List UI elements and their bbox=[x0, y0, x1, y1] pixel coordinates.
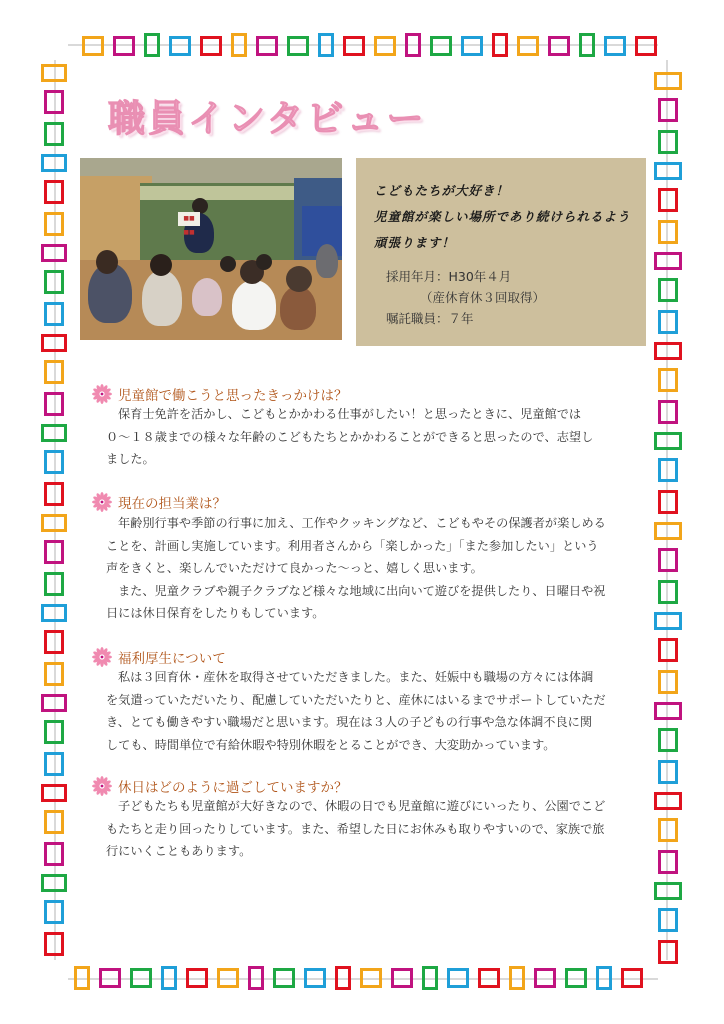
flower-icon bbox=[92, 384, 112, 404]
frame-square bbox=[287, 36, 309, 56]
frame-square bbox=[44, 932, 64, 956]
frame-square bbox=[654, 522, 682, 540]
body-line: 子どもたちも児童館が大好きなので、休暇の日でも児童館に遊びにいったり、公園でこど bbox=[118, 799, 606, 813]
callout-quote-line: 児童館が楽しい場所であり続けられるよう bbox=[374, 209, 631, 224]
frame-square bbox=[654, 162, 682, 180]
frame-square bbox=[41, 244, 67, 262]
frame-square bbox=[658, 760, 678, 784]
body-line: もたちと走り回ったりしています。また、希望した日にお休みも取りやすいので、家族で旅 bbox=[106, 821, 605, 836]
frame-square bbox=[41, 514, 67, 532]
body-line: を気遣っていただいたり、配慮していただいたりと、産休にはいるまでサポートしていただ bbox=[106, 692, 606, 707]
frame-square bbox=[44, 540, 64, 564]
frame-square bbox=[44, 392, 64, 416]
frame-square bbox=[447, 968, 469, 988]
section-heading bbox=[92, 647, 226, 667]
frame-square bbox=[658, 580, 678, 604]
frame-square bbox=[604, 36, 626, 56]
frame-square bbox=[82, 36, 104, 56]
frame-square bbox=[621, 968, 643, 988]
frame-square bbox=[44, 302, 64, 326]
frame-square bbox=[658, 850, 678, 874]
frame-square bbox=[44, 482, 64, 506]
frame-square bbox=[169, 36, 191, 56]
section-body bbox=[106, 666, 626, 756]
frame-square bbox=[658, 98, 678, 122]
frame-square bbox=[658, 818, 678, 842]
frame-square bbox=[658, 670, 678, 694]
frame-square bbox=[658, 188, 678, 212]
frame-square bbox=[405, 33, 421, 57]
frame-square bbox=[658, 458, 678, 482]
body-line: ました。 bbox=[106, 452, 155, 466]
frame-square bbox=[478, 968, 500, 988]
frame-square bbox=[360, 968, 382, 988]
frame-square bbox=[596, 966, 612, 990]
frame-square bbox=[658, 490, 678, 514]
frame-square bbox=[658, 400, 678, 424]
body-line: ０～１８歳までの様々な年齢のこどもたちとかかわることができると思ったので、志望し bbox=[106, 429, 594, 444]
callout-quote-line: 頑張ります！ bbox=[374, 235, 456, 250]
section-body bbox=[106, 795, 626, 863]
frame-square bbox=[658, 728, 678, 752]
frame-square bbox=[658, 310, 678, 334]
frame-square bbox=[658, 130, 678, 154]
frame-square bbox=[461, 36, 483, 56]
callout-quote-line: こどもたちが大好き！ bbox=[374, 183, 510, 198]
frame-square bbox=[654, 792, 682, 810]
frame-square bbox=[658, 548, 678, 572]
frame-square bbox=[248, 966, 264, 990]
frame-square bbox=[186, 968, 208, 988]
body-line: ことを、計画し実施しています。利用者さんから「楽しかった」「また参加したい」という bbox=[106, 538, 599, 553]
section-heading-text: 現在の担当業は？ bbox=[118, 496, 226, 512]
interview-callout bbox=[356, 158, 646, 346]
frame-square bbox=[44, 270, 64, 294]
frame-square bbox=[44, 180, 64, 204]
frame-square bbox=[144, 33, 160, 57]
section-heading-text: 休日はどのように過ごしていますか？ bbox=[118, 780, 348, 796]
frame-square bbox=[534, 968, 556, 988]
frame-square bbox=[44, 212, 64, 236]
body-line: 私は３回育休・産休を取得させていただきました。また、妊娠中も職場の方々には体調 bbox=[118, 670, 594, 684]
frame-square bbox=[658, 220, 678, 244]
callout-employment-type: 嘱託職員：７年 bbox=[386, 311, 474, 326]
body-line: 保育士免許を活かし、こどもとかかわる仕事がしたい！と思ったときに、児童館では bbox=[118, 407, 582, 421]
frame-square bbox=[41, 604, 67, 622]
frame-square bbox=[99, 968, 121, 988]
section-heading-text: 福利厚生について bbox=[118, 651, 226, 667]
body-line: き、とても働きやすい職場だと思います。現在は３人の子どもの行事や急な体調不良に関 bbox=[106, 715, 593, 729]
frame-square bbox=[654, 432, 682, 450]
frame-square bbox=[74, 966, 90, 990]
frame-square bbox=[41, 424, 67, 442]
body-line: 日には休日保育をしたりもしています。 bbox=[106, 606, 325, 620]
frame-square bbox=[343, 36, 365, 56]
section-body bbox=[106, 512, 626, 625]
frame-square bbox=[44, 662, 64, 686]
section-body bbox=[106, 403, 626, 471]
frame-square bbox=[44, 630, 64, 654]
frame-square bbox=[217, 968, 239, 988]
frame-square bbox=[41, 154, 67, 172]
section-heading bbox=[92, 384, 348, 404]
frame-square bbox=[579, 33, 595, 57]
frame-square bbox=[44, 842, 64, 866]
flower-icon bbox=[92, 776, 112, 796]
frame-square bbox=[44, 360, 64, 384]
frame-square bbox=[391, 968, 413, 988]
frame-square bbox=[273, 968, 295, 988]
frame-square bbox=[430, 36, 452, 56]
frame-square bbox=[41, 694, 67, 712]
frame-square bbox=[318, 33, 334, 57]
section-heading bbox=[92, 776, 348, 796]
frame-square bbox=[654, 702, 682, 720]
frame-square bbox=[658, 368, 678, 392]
frame-square bbox=[654, 342, 682, 360]
body-line: 声をきくと、楽しんでいただけて良かった～っと、嬉しく思います。 bbox=[106, 561, 483, 575]
frame-square bbox=[41, 784, 67, 802]
body-line: 行にいくこともあります。 bbox=[106, 844, 252, 858]
frame-square bbox=[44, 122, 64, 146]
callout-leave-note: （産休育休３回取得） bbox=[420, 290, 546, 305]
section-heading-text: 児童館で働こうと思ったきっかけは？ bbox=[118, 388, 348, 404]
interview-photo bbox=[80, 158, 342, 340]
photo-sign: ■■ ■■ bbox=[178, 212, 200, 226]
frame-square bbox=[509, 966, 525, 990]
frame-square bbox=[41, 874, 67, 892]
frame-square bbox=[654, 252, 682, 270]
frame-square bbox=[517, 36, 539, 56]
body-line: 年齢別行事や季節の行事に加え、工作やクッキングなど、こどもやその保護者が楽しめる bbox=[118, 516, 606, 530]
frame-square bbox=[44, 572, 64, 596]
frame-square bbox=[44, 900, 64, 924]
frame-square bbox=[130, 968, 152, 988]
frame-square bbox=[41, 64, 67, 82]
frame-square bbox=[654, 882, 682, 900]
frame-square bbox=[161, 966, 177, 990]
callout-hire-date: 採用年月：H30年４月 bbox=[386, 269, 512, 284]
body-line: また、児童クラブや親子クラブなど様々な地域に出向いて遊びを提供したり、日曜日や祝 bbox=[118, 583, 606, 598]
page-title: 職員インタビュー bbox=[108, 97, 427, 140]
frame-square bbox=[658, 278, 678, 302]
frame-square bbox=[44, 720, 64, 744]
frame-square bbox=[200, 36, 222, 56]
frame-square bbox=[658, 908, 678, 932]
frame-square bbox=[256, 36, 278, 56]
frame-square bbox=[422, 966, 438, 990]
frame-square bbox=[231, 33, 247, 57]
frame-square bbox=[654, 72, 682, 90]
frame-square bbox=[635, 36, 657, 56]
frame-square bbox=[658, 638, 678, 662]
section-heading bbox=[92, 492, 226, 512]
frame-square bbox=[335, 966, 351, 990]
frame-square bbox=[44, 450, 64, 474]
frame-square bbox=[41, 334, 67, 352]
frame-square bbox=[565, 968, 587, 988]
frame-square bbox=[113, 36, 135, 56]
body-line: しても、時間単位で有給休暇や特別休暇をとることができ、大変助かっています。 bbox=[106, 737, 556, 752]
frame-square bbox=[374, 36, 396, 56]
frame-square bbox=[492, 33, 508, 57]
frame-square bbox=[44, 810, 64, 834]
frame-square bbox=[658, 940, 678, 964]
flower-icon bbox=[92, 492, 112, 512]
frame-square bbox=[654, 612, 682, 630]
frame-square bbox=[44, 90, 64, 114]
flower-icon bbox=[92, 647, 112, 667]
frame-square bbox=[304, 968, 326, 988]
frame-square bbox=[548, 36, 570, 56]
frame-square bbox=[44, 752, 64, 776]
